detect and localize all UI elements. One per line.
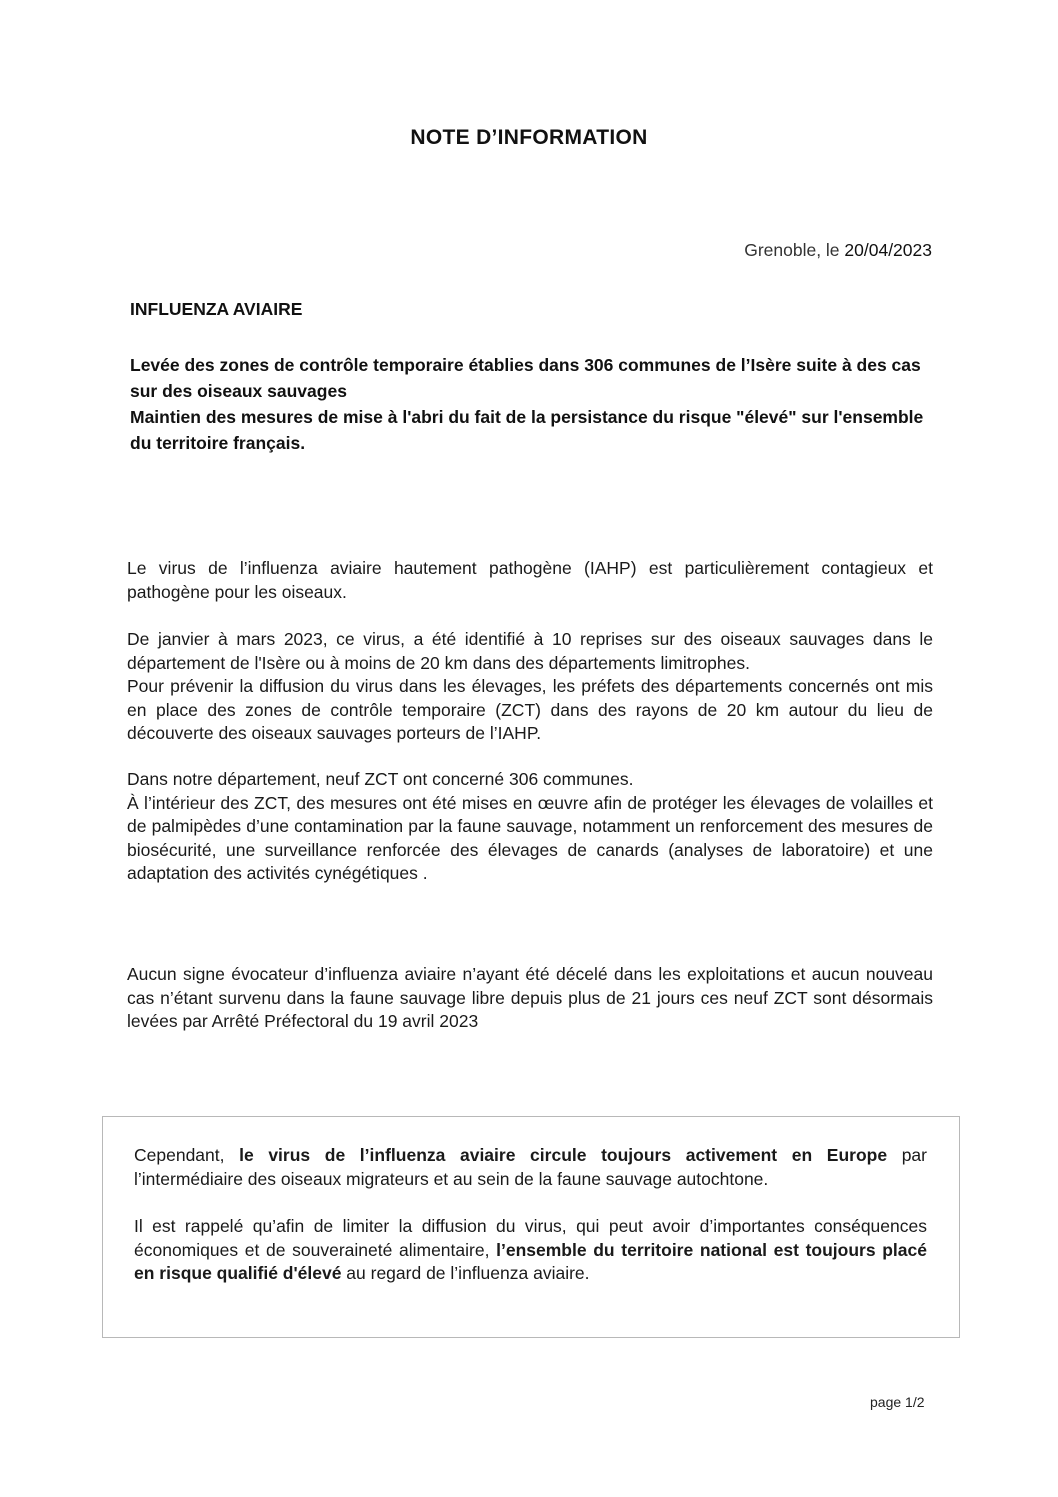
notice-box: [102, 1116, 960, 1338]
dateline: [744, 240, 932, 261]
section-heading: INFLUENZA AVIAIRE: [130, 299, 303, 319]
paragraph-detection: [127, 628, 933, 746]
text: Cependant,: [134, 1145, 240, 1165]
emphasis: le virus de l’influenza aviaire circule toujours activement en Europe: [239, 1145, 888, 1165]
notice-paragraph-europe: [134, 1144, 927, 1191]
dateline-date: 20/04/2023: [844, 240, 932, 260]
paragraph: Pour prévenir la diffusion du virus dans les élevages, les préfets des départements concernés ont mis en place des zones de contrôle temporaire (ZCT) dans des rayons de 20 km autour du lieu de découverte des oiseaux sauvages porteurs de l’IAHP.: [127, 676, 933, 743]
headline-line-1: Levée des zones de contrôle temporaire établies dans 306 communes de l’Isère suite à des cas sur des oiseaux sauvages: [130, 355, 921, 401]
text: au regard de l’influenza aviaire.: [341, 1263, 590, 1283]
notice-paragraph-risk: [134, 1215, 927, 1286]
page-number: page 1/2: [870, 1394, 925, 1410]
paragraph: Dans notre département, neuf ZCT ont concerné 306 communes.: [127, 769, 634, 789]
document-title: NOTE D’INFORMATION: [410, 126, 648, 149]
dateline-place: Grenoble, le: [744, 240, 845, 260]
headline: [130, 352, 940, 456]
paragraph-lifting: [127, 963, 933, 1034]
paragraph: Le virus de l’influenza aviaire hautement pathogène (IAHP) est particulièrement contagieux et pathogène pour les oiseaux.: [127, 558, 933, 602]
headline-line-2: Maintien des mesures de mise à l'abri du fait de la persistance du risque "élevé" sur l'ensemble du territoire français.: [130, 407, 924, 453]
paragraph: Aucun signe évocateur d’influenza aviaire n’ayant été décelé dans les exploitations et aucun nouveau cas n’étant survenu dans la faune sauvage libre depuis plus de 21 jours ces neuf ZCT sont désormais levées par Arrêté Préfectoral du 19 avril 2023: [127, 964, 933, 1031]
paragraph: À l’intérieur des ZCT, des mesures ont été mises en œuvre afin de protéger les élevages de volailles et de palmipèdes d’une contamination par la faune sauvage, notamment un renforcement des mesures de biosécurité, une surveillance renforcée des élevages de canards (analyses de laboratoire) et une adaptation des activités cynégétiques .: [127, 792, 933, 883]
paragraph-measures: [127, 768, 933, 886]
paragraph-intro: [127, 557, 933, 604]
text: par l’intermédiaire des oiseaux migrateurs et au sein de la faune sauvage autochtone.: [134, 1145, 927, 1189]
paragraph: De janvier à mars 2023, ce virus, a été identifié à 10 reprises sur des oiseaux sauvages dans le département de l'Isère ou à moins de 20 km dans des départements limitrophes.: [127, 629, 933, 673]
emphasis: l’ensemble du territoire national est toujours placé en risque qualifié d'élevé: [134, 1239, 927, 1283]
text: Il est rappelé qu’afin de limiter la diffusion du virus, qui peut avoir d’importantes conséquences économiques et de souveraineté alimentaire,: [134, 1216, 927, 1260]
